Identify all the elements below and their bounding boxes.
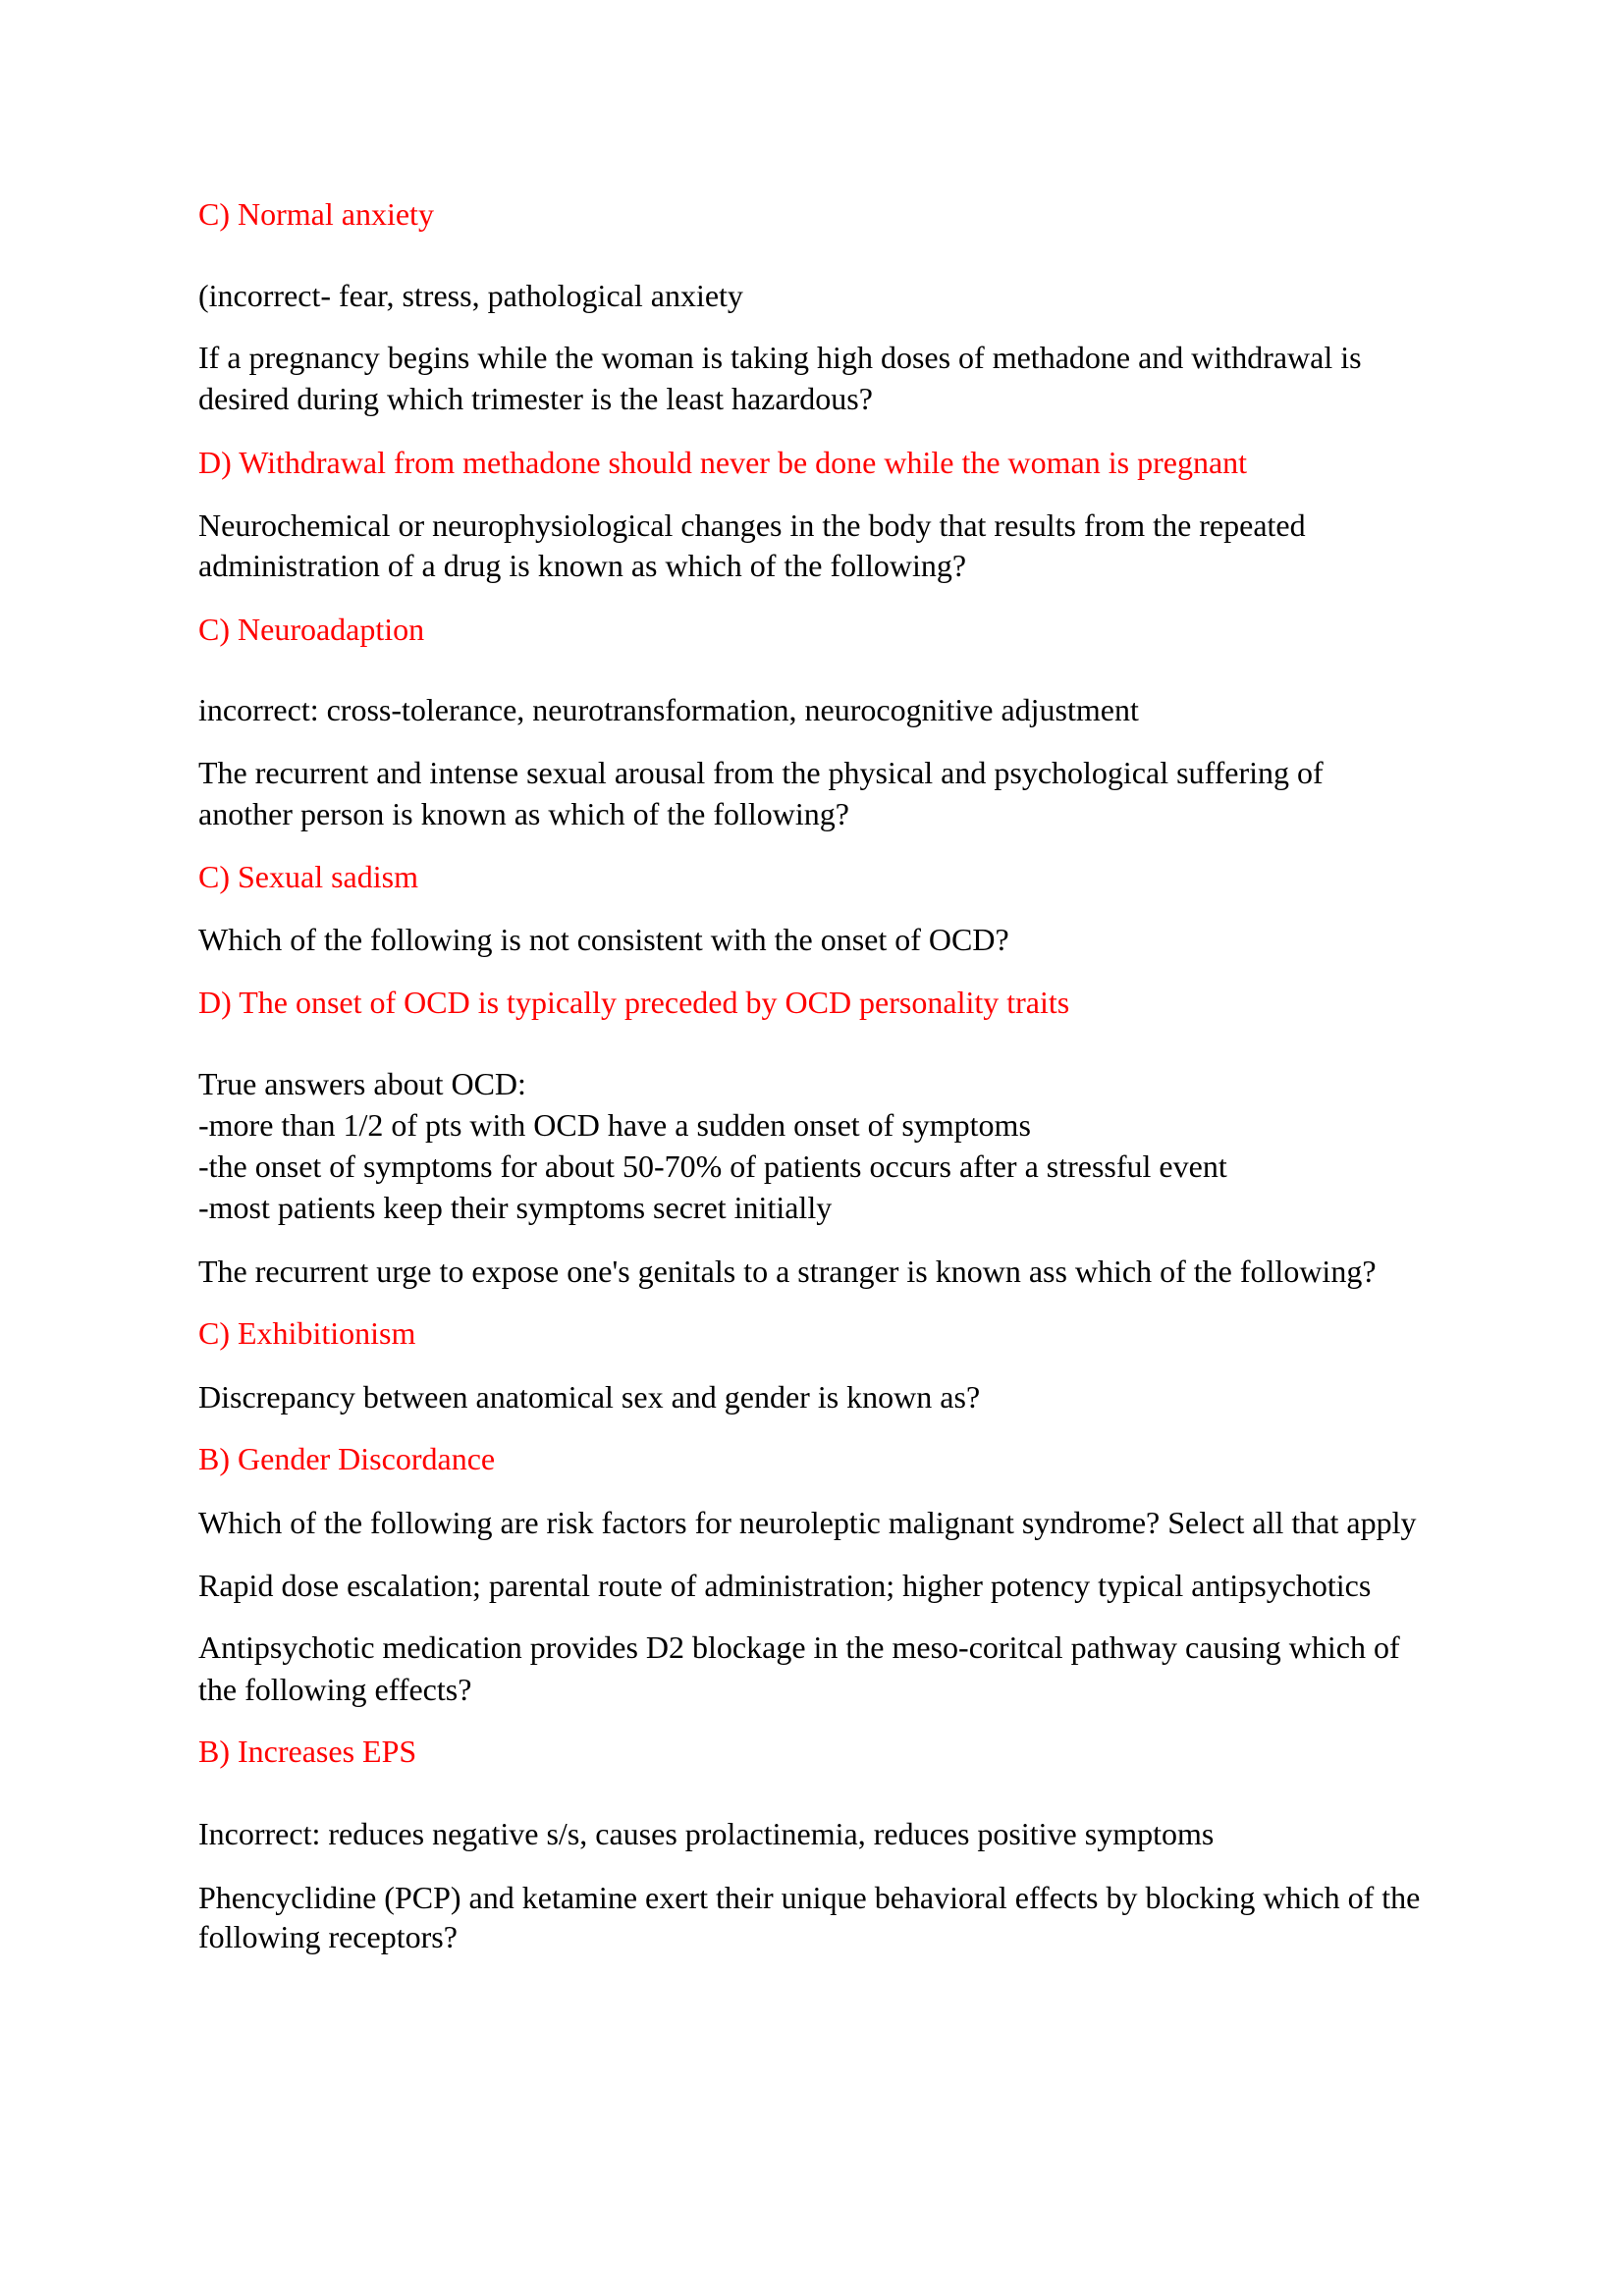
note-incorrect-d2: Incorrect: reduces negative s/s, causes prolactinemia, reduces positive symptoms	[198, 1816, 1215, 1851]
note-incorrect-anxiety: (incorrect- fear, stress, pathological anxiety	[198, 278, 743, 313]
answer-gender-discordance: B) Gender Discordance	[198, 1441, 496, 1476]
answer-methadone-withdrawal: D) Withdrawal from methadone should never be done while the woman is pregnant	[198, 445, 1248, 480]
note-ocd-true-item: -more than 1/2 of pts with OCD have a sudden onset of symptoms	[198, 1107, 1031, 1143]
question-sexual-arousal-line2: another person is known as which of the following?	[198, 796, 849, 831]
question-pcp-ketamine-line2: following receptors?	[198, 1919, 458, 1954]
question-sexual-arousal-line1: The recurrent and intense sexual arousal from the physical and psychological suffering of	[198, 755, 1324, 790]
note-incorrect-neuroadaption: incorrect: cross-tolerance, neurotransformation, neurocognitive adjustment	[198, 692, 1139, 727]
question-neurochemical-line1: Neurochemical or neurophysiological changes in the body that results from the repeated	[198, 507, 1306, 543]
answer-normal-anxiety: C) Normal anxiety	[198, 196, 434, 232]
question-nms-risk-factors: Which of the following are risk factors for neuroleptic malignant syndrome? Select all that apply	[198, 1505, 1417, 1540]
question-ocd-onset: Which of the following is not consistent with the onset of OCD?	[198, 922, 1009, 957]
question-expose-genitals: The recurrent urge to expose one's genitals to a stranger is known ass which of the following?	[198, 1254, 1377, 1289]
question-methadone-pregnancy-line1: If a pregnancy begins while the woman is taking high doses of methadone and withdrawal is	[198, 340, 1362, 375]
question-pcp-ketamine-line1: Phencyclidine (PCP) and ketamine exert their unique behavioral effects by blocking which of the	[198, 1880, 1421, 1915]
answer-exhibitionism: C) Exhibitionism	[198, 1315, 416, 1351]
note-ocd-true-item: -the onset of symptoms for about 50-70% of patients occurs after a stressful event	[198, 1148, 1227, 1184]
answer-ocd-personality: D) The onset of OCD is typically preceded by OCD personality traits	[198, 985, 1070, 1020]
question-methadone-pregnancy-line2: desired during which trimester is the least hazardous?	[198, 381, 873, 416]
note-ocd-true-header: True answers about OCD:	[198, 1066, 526, 1101]
question-neurochemical-line2: administration of a drug is known as which of the following?	[198, 548, 967, 583]
note-nms-risk-factors: Rapid dose escalation; parental route of administration; higher potency typical antipsychotics	[198, 1568, 1372, 1603]
question-discrepancy-sex-gender: Discrepancy between anatomical sex and gender is known as?	[198, 1379, 981, 1415]
note-ocd-true-item: -most patients keep their symptoms secret initially	[198, 1190, 833, 1225]
question-d2-blockage-line2: the following effects?	[198, 1672, 472, 1707]
answer-increases-eps: B) Increases EPS	[198, 1734, 417, 1769]
question-d2-blockage-line1: Antipsychotic medication provides D2 blockage in the meso-coritcal pathway causing which of	[198, 1629, 1400, 1665]
answer-neuroadaption: C) Neuroadaption	[198, 612, 425, 647]
answer-sexual-sadism: C) Sexual sadism	[198, 859, 418, 894]
